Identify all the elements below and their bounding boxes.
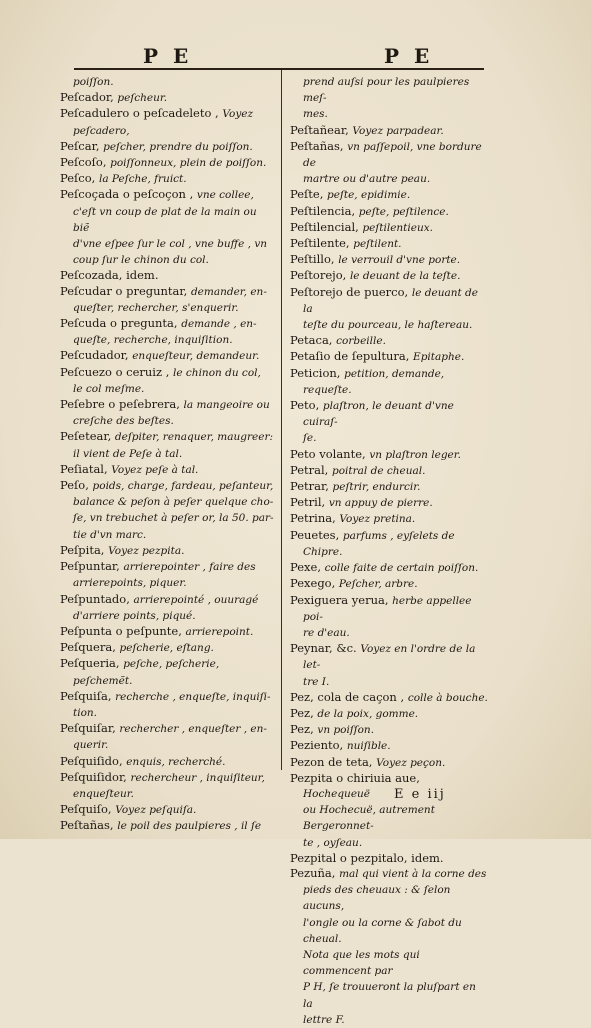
dictionary-entry	[60, 462, 274, 478]
entry-gloss: creſche des beſtes.	[73, 415, 174, 428]
entry-gloss: poitral de cheual.	[332, 464, 426, 477]
entry-continuation	[60, 252, 274, 268]
entry-gloss: peſche, peſcherie, peſchemẽt.	[73, 658, 220, 687]
entry-gloss: tre I.	[303, 675, 330, 688]
entry-continuation	[290, 1012, 488, 1028]
entry-headword: Pez,	[290, 705, 318, 720]
dictionary-entry	[60, 559, 274, 575]
entry-continuation	[290, 317, 488, 333]
entry-gloss: peſcadero,	[73, 124, 130, 137]
entry-continuation	[290, 171, 488, 187]
entry-headword: Petril,	[290, 495, 329, 510]
entry-gloss: plaſtron, le deuant d'vne cuiraſ-	[303, 400, 454, 429]
entry-headword: Peſcar,	[60, 138, 104, 153]
entry-headword: Petrina,	[290, 511, 340, 526]
entry-gloss: peſtilentieux.	[362, 221, 433, 234]
entry-gloss: nuiſible.	[346, 740, 391, 753]
entry-continuation	[60, 705, 274, 721]
entry-gloss: vne collee,	[196, 189, 254, 202]
entry-headword: Pez, cola de caçon ,	[290, 689, 408, 704]
dictionary-entry	[290, 690, 488, 706]
dictionary-entry	[290, 398, 488, 430]
entry-headword: Peſtañas,	[290, 138, 348, 153]
running-head-right: P E	[384, 44, 434, 68]
entry-gloss: Voyez pezpita.	[108, 544, 185, 557]
entry-gloss: prend auſsi pour les paulpieres meſ-	[303, 76, 470, 105]
entry-gloss: lettre F.	[303, 1013, 345, 1026]
entry-continuation	[290, 674, 488, 690]
left-column	[60, 74, 274, 835]
entry-headword: Petaca,	[290, 333, 337, 348]
entry-gloss: arrierepoint.	[185, 625, 254, 638]
entry-gloss: le col meſme.	[73, 382, 145, 395]
dictionary-entry	[290, 495, 488, 511]
entry-gloss: re d'eau.	[303, 626, 350, 639]
dictionary-entry	[290, 349, 488, 365]
entry-continuation	[290, 74, 488, 106]
entry-gloss: Voyez peſe à tal.	[111, 463, 199, 476]
entry-gloss: d'arriere points, piqué.	[73, 609, 196, 622]
dictionary-entry	[290, 285, 488, 317]
dictionary-entry	[290, 366, 488, 398]
entry-gloss: le chinon du col,	[173, 366, 261, 379]
entry-headword: Peziento,	[290, 738, 347, 753]
entry-headword: Peſo,	[60, 478, 93, 493]
entry-gloss: ſe, vn trebuchet à peſer or, la 50. par-	[73, 512, 274, 525]
entry-gloss: la mangeoire ou	[183, 399, 270, 412]
entry-headword: Pexe,	[290, 560, 325, 575]
entry-continuation	[60, 332, 274, 348]
entry-headword: Pexiguera yerua,	[290, 592, 393, 607]
entry-headword: Peynar, &c.	[290, 641, 361, 656]
entry-continuation	[290, 430, 488, 446]
entry-headword: Peſpuntado,	[60, 591, 134, 606]
entry-headword: Peſquiſar,	[60, 721, 120, 736]
entry-gloss: Voyez en l'ordre de la let-	[303, 643, 476, 672]
dictionary-entry	[290, 479, 488, 495]
entry-gloss: le deuant de la	[303, 286, 478, 315]
entry-gloss: Voyez pretina.	[339, 513, 416, 526]
entry-gloss: Epitaphe.	[413, 351, 465, 364]
dictionary-entry	[290, 268, 488, 284]
dictionary-entry	[60, 397, 274, 413]
column-divider	[281, 70, 282, 770]
entry-headword: Peto,	[290, 398, 323, 413]
dictionary-entry	[60, 348, 274, 364]
entry-headword: Peuetes,	[290, 527, 343, 542]
entry-gloss: pieds des cheuaux : & ſelon aucuns,	[303, 884, 451, 913]
entry-headword: Peſtilente,	[290, 236, 354, 251]
entry-continuation	[60, 446, 274, 462]
entry-gloss: coup ſur le chinon du col.	[73, 254, 209, 267]
entry-headword: Peſiatal,	[60, 461, 112, 476]
entry-headword: Peſcudador,	[60, 348, 133, 363]
dictionary-entry	[290, 851, 488, 866]
entry-continuation	[60, 608, 274, 624]
entry-headword: Peſco,	[60, 171, 99, 186]
dictionary-entry	[290, 706, 488, 722]
entry-headword: Peſtilencial,	[290, 219, 363, 234]
entry-gloss: rechercher , enqueſter , en-	[119, 723, 267, 736]
dictionary-entry	[60, 284, 274, 300]
right-column	[290, 74, 488, 1028]
dictionary-entry	[290, 755, 488, 771]
entry-gloss: demande , en-	[181, 318, 257, 331]
dictionary-entry	[60, 171, 274, 187]
dictionary-entry	[60, 429, 274, 445]
dictionary-entry	[290, 139, 488, 171]
entry-headword: Peſqueria,	[60, 656, 124, 671]
entry-headword: Peſebre o peſebrera,	[60, 397, 184, 412]
entry-gloss: colle à bouche.	[407, 691, 488, 704]
entry-gloss: peſtilent.	[353, 238, 402, 251]
entry-gloss: d'vne eſpee ſur le col , vne buffe , vn	[73, 238, 268, 251]
entry-gloss: peſcherie, eſtang.	[119, 642, 214, 655]
dictionary-entry	[290, 576, 488, 592]
entry-headword: Pexego,	[290, 576, 339, 591]
entry-gloss: rechercheur , inquiſiteur,	[130, 771, 265, 784]
entry-gloss: vn appuy de pierre.	[328, 497, 433, 510]
entry-continuation	[290, 625, 488, 641]
entry-gloss: poids, charge, fardeau, peſanteur,	[92, 480, 274, 493]
entry-headword: Peſte,	[290, 187, 328, 202]
entry-continuation	[60, 494, 274, 510]
entry-gloss: peſcheur.	[117, 92, 168, 105]
entry-gloss: ſe.	[303, 432, 317, 445]
entry-gloss: peſtrir, endurcir.	[332, 481, 421, 494]
entry-continuation	[290, 882, 488, 914]
entry-headword: Peticion,	[290, 365, 345, 380]
entry-gloss: parfums , eyſelets de Chipre.	[303, 529, 455, 558]
entry-continuation	[60, 413, 274, 429]
entry-headword: Peſtorejo,	[290, 268, 350, 283]
entry-headword: Peſtilencia,	[290, 203, 359, 218]
entry-continuation	[60, 123, 274, 139]
entry-headword: Peſquiſidor,	[60, 769, 131, 784]
entry-continuation	[60, 204, 274, 236]
running-head-left: P E	[143, 44, 193, 68]
entry-headword: Peſtorejo de puerco,	[290, 284, 412, 299]
dictionary-entry	[60, 624, 274, 640]
dictionary-entry	[60, 656, 274, 688]
signature-mark: E e iij	[394, 787, 446, 802]
entry-continuation	[60, 381, 274, 397]
header-rule	[74, 68, 484, 70]
dictionary-entry	[290, 252, 488, 268]
dictionary-entry	[290, 560, 488, 576]
entry-continuation	[60, 737, 274, 753]
entry-gloss: peſcher, prendre du poiſſon.	[103, 140, 253, 153]
entry-gloss: Hochequeuë	[303, 787, 371, 800]
entry-headword: Peſcuda o pregunta,	[60, 316, 182, 331]
entry-gloss: vn paſſepoil, vne bordure de	[303, 140, 482, 170]
entry-gloss: arrierepointé , ouuragé	[133, 593, 259, 606]
entry-headword: Peſpunta o peſpunte,	[60, 623, 186, 638]
dictionary-entry	[290, 236, 488, 252]
entry-headword: Pezpital o pezpitalo, idem.	[290, 850, 444, 865]
entry-gloss: Nota que les mots qui commencent par	[303, 948, 420, 978]
entry-continuation	[290, 835, 488, 851]
entry-headword: Peſtañas,	[60, 818, 118, 833]
entry-gloss: recherche , enqueſte, inquiſi-	[115, 690, 271, 703]
entry-headword: Peſtillo,	[290, 252, 339, 267]
entry-gloss: peſte, epidimie.	[327, 189, 411, 202]
entry-headword: Peſcoçada o peſcoçon ,	[60, 187, 197, 202]
dictionary-entry	[60, 770, 274, 786]
entry-gloss: l'ongle ou la corne & ſabot du cheual.	[303, 916, 462, 945]
dictionary-entry	[290, 722, 488, 738]
entry-headword: Peſquiſa,	[60, 688, 116, 703]
dictionary-entry	[60, 592, 274, 608]
entry-gloss: Voyez peçon.	[376, 756, 446, 769]
entry-gloss: enqueſteur.	[73, 787, 134, 800]
entry-continuation	[290, 106, 488, 122]
entry-headword: Peto volante,	[290, 446, 370, 461]
entry-gloss: le verrouil d'vne porte.	[338, 254, 461, 267]
entry-gloss: Peſcher, arbre.	[338, 578, 418, 591]
dictionary-entry	[290, 738, 488, 754]
entry-headword: Peſtañear,	[290, 122, 353, 137]
entry-headword: Peſcador,	[60, 90, 118, 105]
entry-headword: Pezpita o chiriuia aue,	[290, 770, 420, 785]
entry-gloss: petition, demande, requeſte.	[303, 367, 445, 396]
entry-headword: Pezon de teta,	[290, 754, 377, 769]
entry-gloss: Voyez	[222, 108, 253, 121]
entry-gloss: mes.	[303, 108, 328, 121]
entry-gloss: mal qui vient à la corne des	[339, 867, 487, 880]
entry-headword: Peſcudar o preguntar,	[60, 283, 191, 298]
dictionary-entry	[290, 511, 488, 527]
entry-continuation	[60, 510, 274, 526]
dictionary-entry	[60, 268, 274, 283]
entry-gloss: deſpiter, renaquer, maugreer:	[114, 431, 273, 444]
entry-gloss: querir.	[73, 739, 109, 752]
dictionary-entry	[60, 90, 274, 106]
dictionary-entry	[290, 123, 488, 139]
dictionary-entry	[290, 463, 488, 479]
dictionary-entry	[290, 204, 488, 220]
dictionary-entry	[290, 593, 488, 625]
entry-gloss: Voyez parpadear.	[352, 124, 444, 137]
entry-gloss: balance & peſon à peſer quelque cho-	[73, 496, 274, 509]
dictionary-entry	[290, 641, 488, 673]
entry-continuation	[60, 74, 274, 90]
entry-gloss: corbeille.	[336, 335, 386, 348]
entry-headword: Peſcadulero o peſcadeleto ,	[60, 106, 223, 121]
dictionary-entry	[290, 528, 488, 560]
dictionary-entry	[290, 866, 488, 882]
entry-gloss: vn plaſtron leger.	[369, 448, 461, 461]
entry-gloss: vn poiſſon.	[317, 724, 375, 737]
entry-gloss: Voyez peſquiſa.	[115, 804, 197, 817]
entry-continuation	[290, 947, 488, 979]
dictionary-entry	[290, 220, 488, 236]
entry-headword: Peſpita,	[60, 542, 109, 557]
entry-headword: Peſcozada, idem.	[60, 268, 159, 283]
entry-gloss: herbe appellee poi-	[303, 594, 472, 623]
entry-headword: Petaſio de ſepultura,	[290, 349, 414, 364]
entry-gloss: peſte, peſtilence.	[358, 205, 449, 218]
entry-gloss: enquis, recherché.	[126, 755, 226, 768]
dictionary-entry	[60, 754, 274, 770]
entry-continuation	[290, 979, 488, 1011]
entry-continuation	[60, 236, 274, 252]
dictionary-entry	[60, 478, 274, 494]
entry-headword: Peſcuezo o ceruiz ,	[60, 364, 174, 379]
entry-gloss: la Peſche, fruict.	[98, 173, 187, 186]
entry-gloss: demander, en-	[190, 285, 267, 298]
entry-continuation	[290, 802, 488, 834]
entry-gloss: de la poix, gomme.	[317, 707, 419, 720]
dictionary-entry	[60, 316, 274, 332]
entry-headword: Peſquiſido,	[60, 753, 127, 768]
entry-gloss: enqueſteur, demandeur.	[132, 350, 260, 363]
entry-gloss: arrierepointer , faire des	[123, 561, 256, 574]
dictionary-entry	[290, 771, 488, 802]
entry-gloss: P H, ſe trouueront la pluſpart en la	[303, 981, 476, 1010]
entry-gloss: queſter, rechercher, s'enquerir.	[73, 301, 239, 314]
entry-gloss: poiſſon.	[73, 76, 114, 88]
dictionary-entry	[60, 543, 274, 559]
entry-gloss: te , oyſeau.	[303, 836, 363, 849]
entry-headword: Petrar,	[290, 479, 333, 494]
entry-gloss: poiſſonneux, plein de poiſſon.	[110, 157, 267, 170]
entry-gloss: arrierepoints, piquer.	[73, 577, 187, 590]
entry-headword: Peſpuntar,	[60, 559, 124, 574]
dictionary-entry	[290, 187, 488, 203]
entry-headword: Pezuña,	[290, 865, 340, 880]
entry-gloss: tie d'vn marc.	[73, 528, 147, 541]
dictionary-entry	[60, 155, 274, 171]
entry-continuation	[290, 915, 488, 947]
dictionary-entry	[290, 447, 488, 463]
entry-gloss: c'eſt vn coup de plat de la main ou biẽ	[73, 205, 257, 234]
dictionary-entry	[290, 333, 488, 349]
dictionary-entry	[60, 689, 274, 705]
entry-gloss: martre ou d'autre peau.	[303, 173, 431, 186]
dictionary-entry	[60, 139, 274, 155]
dictionary-entry	[60, 802, 274, 818]
entry-continuation	[60, 527, 274, 543]
entry-headword: Peſetear,	[60, 429, 115, 444]
entry-gloss: queſte, recherche, inquiſition.	[73, 334, 233, 347]
entry-headword: Peſquiſo,	[60, 802, 116, 817]
entry-continuation	[60, 300, 274, 316]
entry-headword: Peſquera,	[60, 640, 120, 655]
entry-gloss: le poil des paulpieres , il ſe	[117, 820, 262, 833]
entry-continuation	[60, 575, 274, 591]
entry-headword: Peſcoſo,	[60, 155, 111, 170]
dictionary-entry	[60, 365, 274, 381]
entry-headword: Petral,	[290, 462, 332, 477]
entry-gloss: il vient de Peſe à tal.	[73, 447, 183, 460]
entry-gloss: tion.	[73, 706, 97, 719]
dictionary-entry	[60, 818, 274, 834]
dictionary-entry	[60, 721, 274, 737]
entry-gloss: colle faite de certain poiſſon.	[324, 562, 479, 575]
dictionary-entry	[60, 187, 274, 203]
dictionary-entry	[60, 106, 274, 122]
entry-gloss: ou Hochecuë, autrement Bergeronnet-	[303, 804, 435, 833]
dictionary-entry	[60, 640, 274, 656]
entry-headword: Pez,	[290, 722, 318, 737]
entry-gloss: teſte du pourceau, le haſtereau.	[303, 319, 473, 332]
entry-gloss: le deuant de la teſte.	[349, 270, 461, 283]
entry-continuation	[60, 786, 274, 802]
